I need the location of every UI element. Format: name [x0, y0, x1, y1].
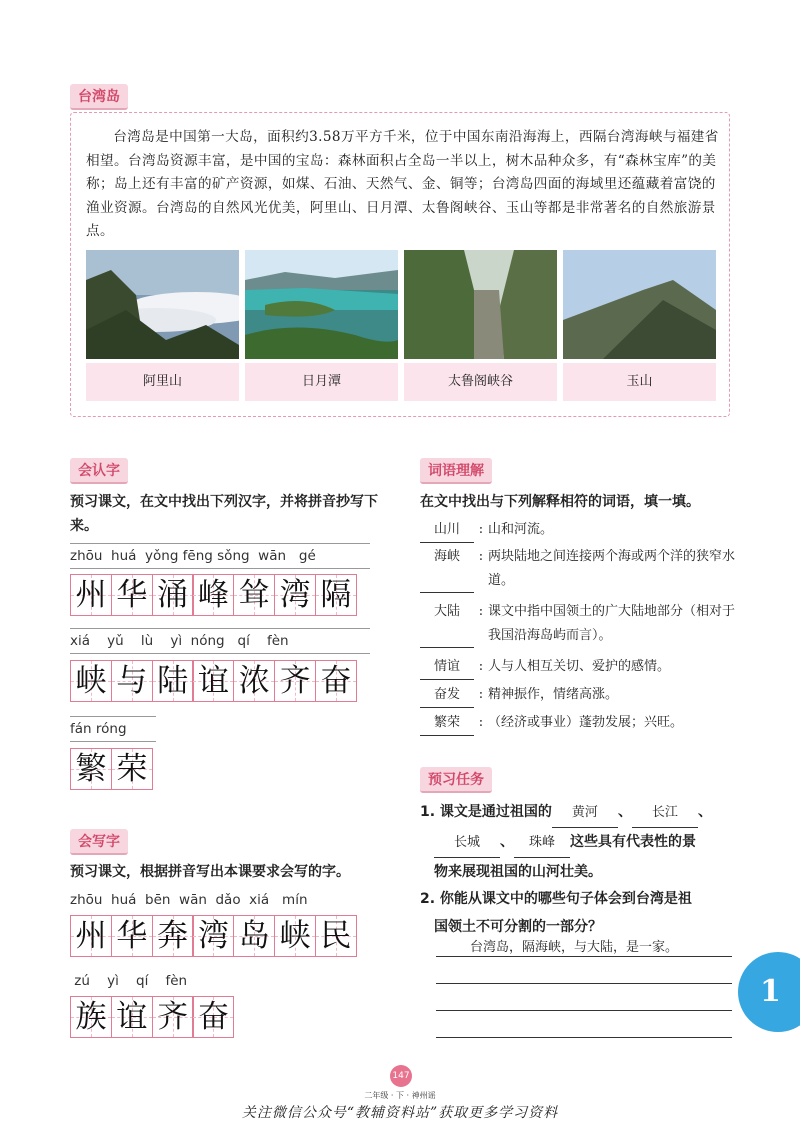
char-cell: 耸	[233, 574, 275, 616]
answer-line	[436, 983, 732, 984]
colon: :	[478, 687, 484, 702]
char-cell: 峡	[274, 915, 316, 957]
char-cell: 繁	[70, 748, 112, 790]
definition-text: （经济或事业）蓬勃发展；兴旺。	[488, 715, 684, 730]
task-question-1	[420, 798, 740, 886]
q1-suffix: 这些具有代表性的景	[570, 834, 696, 850]
pinyin-row: zhōu huá bēn wān dǎo xiá mín	[70, 892, 308, 908]
answer-line	[436, 1010, 732, 1011]
q1-sep: 、	[500, 834, 514, 850]
q2-line-b: 国领土不可分割的一部分？	[434, 919, 602, 935]
photo-caption: 玉山	[563, 363, 716, 401]
photo-card-taroko	[404, 250, 557, 397]
riyuetan-photo	[245, 250, 398, 359]
q1-prefix: 1. 课文是通过祖国的	[420, 804, 552, 820]
char-cell: 隔	[315, 574, 357, 616]
xiezi-instruction: 预习课文，根据拼音写出本课要求会写的字。	[70, 864, 350, 880]
photo-card-riyuetan	[245, 250, 398, 397]
answer-word: 情谊	[420, 655, 474, 680]
colon: :	[478, 659, 484, 674]
photo-caption: 阿里山	[86, 363, 239, 401]
char-cell: 涌	[152, 574, 194, 616]
photo-caption: 日月潭	[245, 363, 398, 401]
colon: :	[478, 522, 484, 537]
char-grid-row	[70, 748, 152, 790]
char-cell: 齐	[274, 660, 316, 702]
definition-text: 山和河流。	[488, 522, 554, 537]
char-grid-row	[70, 996, 233, 1038]
char-cell: 州	[70, 574, 112, 616]
footer-note: 关注微信公众号“教辅资料站”获取更多学习资料	[241, 1105, 559, 1121]
definition-text: 精神振作，情绪高涨。	[488, 687, 619, 702]
pinyin-row: zhōu huá yǒng fēng sǒng wān gé	[70, 543, 370, 569]
q1-blank: 长城	[434, 829, 500, 858]
char-cell: 岛	[233, 915, 275, 957]
answer-word: 奋发	[420, 683, 474, 708]
q2-answer: 台湾岛，隔海峡，与大陆，是一家。	[470, 940, 679, 955]
char-cell: 奋	[315, 660, 357, 702]
definition-item	[420, 518, 738, 543]
char-cell: 荣	[111, 748, 153, 790]
grade-text: 二年级 · 下 · 神州谣	[364, 1091, 436, 1100]
char-grid-row	[70, 574, 356, 616]
answer-line	[436, 1037, 732, 1038]
definition-item	[420, 655, 738, 680]
photo-caption: 太鲁阁峡谷	[404, 363, 557, 401]
char-cell: 谊	[111, 996, 153, 1038]
definition-item	[420, 545, 738, 593]
section-tag-taiwan: 台湾岛	[70, 84, 128, 110]
definition-text: 人与人相互关切、爱护的感情。	[488, 659, 671, 674]
answer-word: 繁荣	[420, 711, 474, 736]
colon: :	[478, 604, 484, 619]
char-cell: 谊	[192, 660, 234, 702]
answer-line	[436, 956, 732, 957]
char-grid-row	[70, 660, 356, 702]
char-cell: 浓	[233, 660, 275, 702]
pinyin-row: zú yì qí fèn	[70, 973, 188, 989]
char-cell: 民	[315, 915, 357, 957]
answer-word: 大陆	[420, 600, 474, 648]
char-cell: 齐	[152, 996, 194, 1038]
section-tag-xiezi: 会写字	[70, 829, 128, 855]
pinyin-row: fán róng	[70, 716, 156, 742]
page-number: 147	[390, 1065, 412, 1087]
q2-line-a: 2. 你能从课文中的哪些句子体会到台湾是祖	[420, 891, 692, 907]
char-cell: 湾	[274, 574, 316, 616]
char-grid-row	[70, 915, 356, 957]
char-cell: 陆	[152, 660, 194, 702]
q1-suffix-line: 物来展现祖国的山河壮美。	[434, 864, 602, 880]
section-tag-ciyu: 词语理解	[420, 458, 492, 484]
char-cell: 华	[111, 915, 153, 957]
answer-word: 海峡	[420, 545, 474, 593]
definition-text: 课文中指中国领土的广大陆地部分（相对于我国沿海岛屿而言）。	[488, 604, 736, 643]
char-cell: 华	[111, 574, 153, 616]
definition-item	[420, 683, 738, 708]
char-cell: 湾	[192, 915, 234, 957]
task-question-2	[420, 885, 740, 941]
section-tag-renwu: 预习任务	[420, 767, 492, 793]
char-cell: 峰	[192, 574, 234, 616]
definition-item	[420, 600, 738, 648]
char-cell: 峡	[70, 660, 112, 702]
q1-blank: 长江	[632, 799, 698, 828]
q1-blank: 黄河	[552, 799, 618, 828]
ciyu-instruction: 在文中找出与下列解释相符的词语，填一填。	[420, 494, 700, 510]
alishan-photo	[86, 250, 239, 359]
char-cell: 与	[111, 660, 153, 702]
char-cell: 族	[70, 996, 112, 1038]
pinyin-row: xiá yǔ lù yì nóng qí fèn	[70, 628, 370, 654]
colon: :	[478, 549, 484, 564]
char-cell: 奋	[192, 996, 234, 1038]
photo-card-yushan	[563, 250, 716, 397]
unit-number-badge: 1	[738, 952, 800, 1032]
char-cell: 州	[70, 915, 112, 957]
yushan-photo	[563, 250, 716, 359]
taroko-photo	[404, 250, 557, 359]
char-cell: 奔	[152, 915, 194, 957]
section-tag-renzi: 会认字	[70, 458, 128, 484]
q1-sep: 、	[697, 804, 712, 820]
photo-card-alishan	[86, 250, 239, 397]
definition-text: 两块陆地之间连接两个海或两个洋的狭窄水道。	[488, 549, 736, 588]
q1-sep: 、	[617, 804, 632, 820]
taiwan-paragraph: 台湾岛是中国第一大岛，面积约3.58万平方千米，位于中国东南沿海海上，西隔台湾海峡与福建省相望。台湾岛资源丰富，是中国的宝岛：森林面积占全岛一半以上，树木品种众多，有“森林宝库”的美称；岛上还有丰富的矿产资源，如煤、石油、天然气、金、铜等；台湾岛四面的海域里还蕴藏着富饶的渔业资源。台湾岛的自然风光优美，阿里山、日月潭、太鲁阁峡谷、玉山等都是非常著名的自然旅游景点。	[86, 129, 719, 239]
answer-word: 山川	[420, 518, 474, 543]
renzi-instruction: 预习课文，在文中找出下列汉字，并将拼音抄写下来。	[70, 494, 378, 534]
q1-blank: 珠峰	[514, 829, 570, 858]
colon: :	[478, 715, 484, 730]
definition-item	[420, 711, 738, 736]
